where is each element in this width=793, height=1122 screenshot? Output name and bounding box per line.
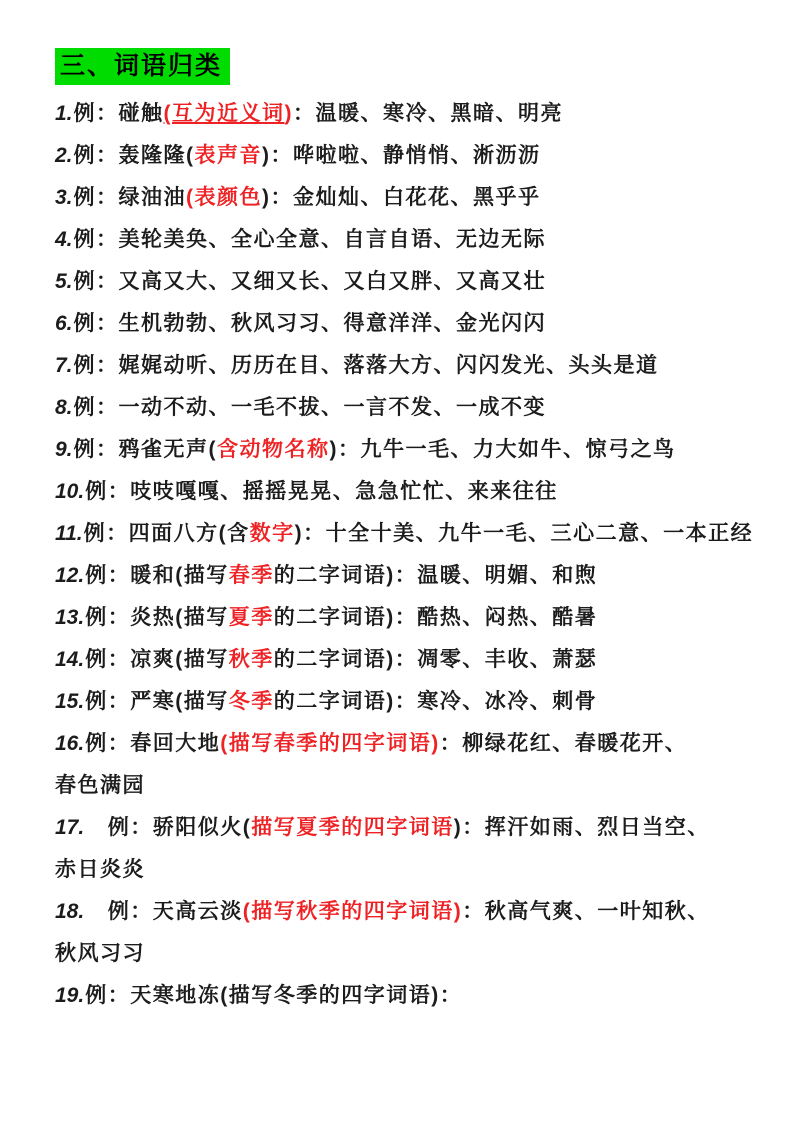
text-run: ：柳绿花红、春暖花开、: [439, 732, 688, 755]
item-number: 1.: [55, 102, 73, 125]
list-item-19: [55, 983, 759, 1008]
item-number: 18.: [55, 900, 85, 923]
list-item-11: [55, 521, 759, 546]
text-run: 例：轰隆隆(: [73, 144, 195, 167]
text-run: 例：凉爽(描写: [85, 648, 229, 671]
category-label: 夏季: [228, 606, 274, 629]
text-run: 例：娓娓动听、历历在目、落落大方、闪闪发光、头头是道: [73, 354, 659, 377]
list-item-18-continuation: [55, 941, 759, 966]
text-run: 例：绿油油: [73, 186, 187, 209]
list-item-15: [55, 689, 759, 714]
item-number: 8.: [55, 396, 73, 419]
category-label: 描写夏季的四字词语: [251, 816, 454, 839]
category-label: 含动物名称: [217, 438, 330, 461]
list-item-8: [55, 395, 759, 420]
category-label: 数字: [249, 522, 295, 545]
list-item-10: [55, 479, 759, 504]
text-run: 例：严寒(描写: [85, 690, 229, 713]
text-run: 的二字词语)：酷热、闷热、酷暑: [273, 606, 598, 629]
text-run: )：金灿灿、白花花、黑乎乎: [262, 186, 541, 209]
text-run: )：九牛一毛、力大如牛、惊弓之鸟: [329, 438, 676, 461]
text-run: ：温暖、寒冷、黑暗、明亮: [293, 102, 564, 125]
category-label: (互为近义词: [163, 102, 285, 125]
list-item-16: [55, 731, 759, 756]
text-run: 例：一动不动、一毛不拔、一言不发、一成不变: [73, 396, 547, 419]
text-run: 例：炎热(描写: [85, 606, 229, 629]
item-number: 4.: [55, 228, 73, 251]
text-run: ：秋高气爽、一叶知秋、: [462, 900, 710, 923]
item-number: 9.: [55, 438, 73, 461]
category-label: (描写春季的四字词语): [220, 732, 440, 755]
text-run: )：挥汗如雨、烈日当空、: [453, 816, 710, 839]
text-run: 例：又高又大、又细又长、又白又胖、又高又壮: [73, 270, 547, 293]
text-run: 的二字词语)：凋零、丰收、萧瑟: [273, 648, 598, 671]
text-run: 例：美轮美奂、全心全意、自言自语、无边无际: [73, 228, 547, 251]
section-title: 三、词语归类: [55, 48, 230, 85]
text-run: )：哗啦啦、静悄悄、淅沥沥: [262, 144, 541, 167]
text-run: 例：暖和(描写: [85, 564, 229, 587]
list-item-7: [55, 353, 759, 378]
list-item-18: [55, 899, 759, 924]
text-run: 例：鸦雀无声(: [73, 438, 218, 461]
list-item-3: [55, 185, 759, 210]
category-label: 春季: [228, 564, 274, 587]
text-run: 的二字词语)：温暖、明媚、和煦: [273, 564, 598, 587]
text-run: 例：吱吱嘎嘎、摇摇晃晃、急急忙忙、来来往往: [85, 480, 558, 503]
list-item-17: [55, 815, 759, 840]
text-run: 例：骄阳似火(: [85, 816, 252, 839]
text-run: 例：天高云淡: [85, 900, 243, 923]
item-number: 10.: [55, 480, 85, 503]
list-item-12: [55, 563, 759, 588]
list-item-17-continuation: [55, 857, 759, 882]
item-number: 19.: [55, 984, 85, 1007]
item-number: 14.: [55, 648, 85, 671]
list-item-1: [55, 101, 759, 126]
item-number: 3.: [55, 186, 73, 209]
list-item-14: [55, 647, 759, 672]
item-number: 5.: [55, 270, 73, 293]
list-item-13: [55, 605, 759, 630]
item-number: 17.: [55, 816, 85, 839]
list-item-4: [55, 227, 759, 252]
category-label: (表颜色: [186, 186, 263, 209]
text-run: 例：生机勃勃、秋风习习、得意洋洋、金光闪闪: [73, 312, 547, 335]
item-number: 15.: [55, 690, 85, 713]
category-label: 冬季: [228, 690, 274, 713]
text-run: 春色满园: [55, 774, 145, 797]
list-item-9: [55, 437, 759, 462]
list-item-16-continuation: [55, 773, 759, 798]
item-number: 16.: [55, 732, 85, 755]
category-label: ): [284, 102, 294, 125]
item-number: 6.: [55, 312, 73, 335]
item-number: 13.: [55, 606, 85, 629]
text-run: 例：春回大地: [85, 732, 221, 755]
list-item-5: [55, 269, 759, 294]
item-number: 2.: [55, 144, 73, 167]
item-number: 12.: [55, 564, 85, 587]
text-run: 赤日炎炎: [55, 858, 145, 881]
text-run: 例：碰触: [73, 102, 164, 125]
text-run: )：十全十美、九牛一毛、三心二意、一本正经: [294, 522, 754, 545]
category-label: (描写秋季的四字词语): [242, 900, 463, 923]
category-label: 表声音: [194, 144, 263, 167]
text-run: 的二字词语)：寒冷、冰冷、刺骨: [273, 690, 598, 713]
text-run: 例：天寒地冻(描写冬季的四字词语)：: [85, 984, 463, 1007]
item-number: 11.: [55, 522, 83, 545]
item-number: 7.: [55, 354, 73, 377]
list-item-2: [55, 143, 759, 168]
text-run: 例：四面八方(含: [83, 522, 250, 545]
text-run: 秋风习习: [55, 942, 145, 965]
list-item-6: [55, 311, 759, 336]
category-label: 秋季: [228, 648, 274, 671]
